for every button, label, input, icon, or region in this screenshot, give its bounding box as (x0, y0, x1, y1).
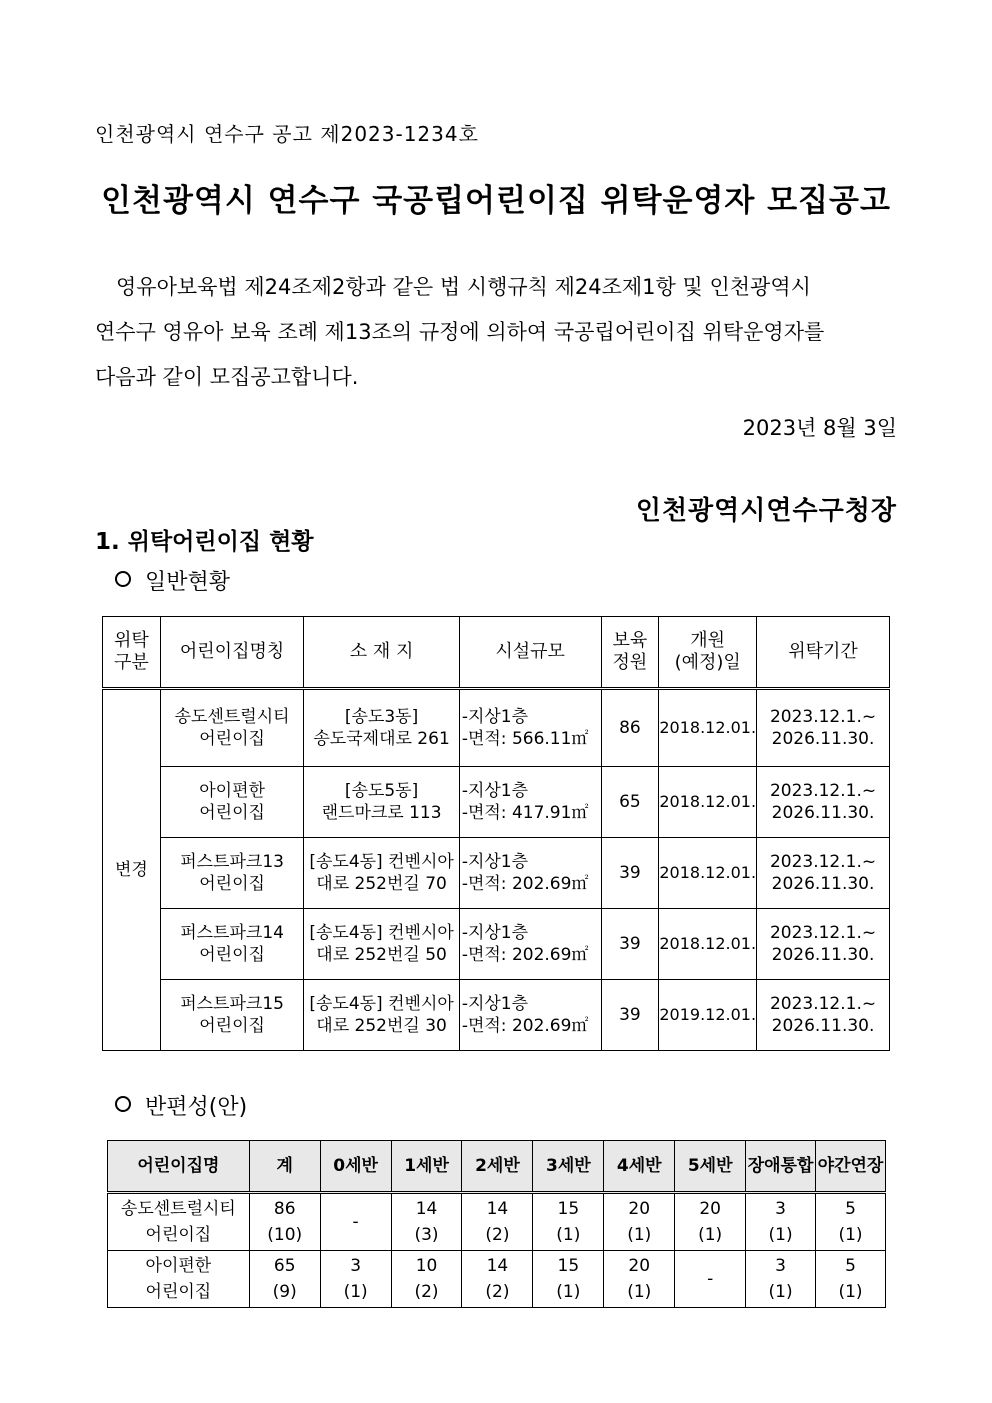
cell-text: (1) (838, 1225, 863, 1245)
cell-text: -면적: 202.69㎡ (461, 945, 589, 965)
facility-scale (459, 767, 601, 838)
cell-text: 어린이집 (199, 874, 265, 894)
cell-text: 3 (350, 1256, 362, 1276)
cell-text: (9) (272, 1282, 297, 1302)
cell-text: -지상1층 (461, 923, 529, 943)
cell-text: -면적: 566.11㎡ (461, 729, 589, 749)
facility-capacity: 86 (601, 689, 659, 767)
column-header: 계 (249, 1141, 320, 1193)
cell-text: 2023.12.1.~ (769, 707, 877, 727)
class-count (604, 1193, 675, 1251)
cell-text: 5 (845, 1199, 856, 1219)
facility-capacity: 39 (601, 980, 659, 1051)
facility-scale (459, 838, 601, 909)
column-header: 3세반 (533, 1141, 604, 1193)
notice-number: 인천광역시 연수구 공고 제2023-1234호 (95, 122, 479, 146)
page-title: 인천광역시 연수구 국공립어린이집 위탁운영자 모집공고 (101, 183, 891, 219)
column-header: 어린이집명 (108, 1141, 250, 1193)
cell-text: 20 (699, 1199, 721, 1219)
facility-address (304, 689, 460, 767)
facility-capacity: 39 (601, 838, 659, 909)
column-header (160, 617, 304, 689)
class-count (746, 1251, 816, 1308)
cell-text: [송도4동] 컨벤시아 (309, 923, 454, 943)
table-row (103, 838, 890, 909)
cell-text: 2026.11.30. (771, 1016, 875, 1036)
cell-text: [송도3동] (344, 707, 419, 727)
table-header-row (108, 1141, 886, 1193)
cell-text: 2023.12.1.~ (769, 781, 877, 801)
class-count (746, 1193, 816, 1251)
cell-text: 개원 (690, 630, 726, 651)
cell-text: 위탁기간 (788, 641, 858, 662)
cell-text: 어린이집 (199, 1016, 265, 1036)
column-header (659, 617, 757, 689)
subsection-label: 일반현황 (145, 570, 231, 595)
facility-capacity: 65 (601, 767, 659, 838)
cell-text: 3 (775, 1256, 786, 1276)
class-count (320, 1193, 391, 1251)
cell-text: 어린이집 (145, 1225, 212, 1245)
table-header-row (103, 617, 890, 689)
facility-address (304, 838, 460, 909)
consignment-period (757, 980, 890, 1051)
consignment-period (757, 689, 890, 767)
cell-text: 시설규모 (495, 641, 565, 662)
column-header (103, 617, 161, 689)
cell-text: - (352, 1212, 359, 1232)
column-header: 야간연장 (816, 1141, 886, 1193)
cell-text: 어린이집명칭 (179, 641, 285, 662)
cell-text: -지상1층 (461, 707, 529, 727)
cell-text: (1) (627, 1225, 652, 1245)
cell-text: [송도5동] (344, 781, 419, 801)
cell-text: (1) (768, 1225, 793, 1245)
cell-text: 65 (273, 1256, 296, 1276)
cell-text: 14 (486, 1199, 509, 1219)
consignment-period (757, 838, 890, 909)
subsection-label: 반편성(안) (145, 1095, 248, 1120)
facility-opening-date: 2018.12.01. (659, 909, 757, 980)
table-body (103, 689, 890, 1051)
class-count (391, 1251, 462, 1308)
facility-address (304, 980, 460, 1051)
facility-table (102, 616, 890, 1051)
subsection-general (115, 565, 230, 596)
cell-text: (1) (556, 1225, 581, 1245)
facility-name (160, 838, 304, 909)
facility-name (160, 689, 304, 767)
class-table (107, 1140, 886, 1308)
cell-text: 보육 (612, 630, 648, 651)
cell-text: -면적: 202.69㎡ (461, 874, 589, 894)
class-count (320, 1251, 391, 1308)
cell-text: (3) (414, 1225, 439, 1245)
class-count (816, 1251, 886, 1308)
daycare-name (108, 1251, 250, 1308)
cell-text: 2023.12.1.~ (769, 994, 877, 1014)
cell-text: 86 (273, 1199, 296, 1219)
daycare-name (108, 1193, 250, 1251)
facility-capacity: 39 (601, 909, 659, 980)
cell-text: 2026.11.30. (771, 945, 875, 965)
cell-text: (1) (838, 1282, 863, 1302)
section-title: 1. 위탁어린이집 현황 (95, 529, 314, 555)
table-row (103, 689, 890, 767)
cell-text: - (707, 1269, 714, 1289)
class-count (604, 1251, 675, 1308)
cell-text: 15 (557, 1256, 580, 1276)
cell-text: 아이편한 (145, 1256, 212, 1276)
cell-text: 어린이집 (145, 1282, 212, 1302)
class-count (462, 1193, 533, 1251)
cell-text: 10 (415, 1256, 438, 1276)
cell-text: 랜드마크로 113 (321, 803, 442, 823)
cell-text: 어린이집 (199, 803, 265, 823)
cell-text: 5 (845, 1256, 856, 1276)
cell-text: (1) (627, 1282, 652, 1302)
facility-opening-date: 2018.12.01. (659, 838, 757, 909)
class-count (533, 1251, 604, 1308)
body-line: 영유아보육법 제24조제2항과 같은 법 시행규칙 제24조제1항 및 인천광역시 (116, 275, 811, 299)
class-count (249, 1193, 320, 1251)
facility-opening-date: 2018.12.01. (659, 689, 757, 767)
facility-name (160, 767, 304, 838)
facility-name (160, 980, 304, 1051)
column-header (459, 617, 601, 689)
subsection-class (115, 1090, 247, 1121)
cell-text: 3 (775, 1199, 786, 1219)
consignment-period (757, 909, 890, 980)
cell-text: -면적: 202.69㎡ (461, 1016, 589, 1036)
cell-text: 구분 (114, 652, 149, 673)
class-count (675, 1193, 746, 1251)
cell-text: (2) (485, 1282, 510, 1302)
cell-text: 20 (628, 1256, 651, 1276)
cell-text: (1) (343, 1282, 368, 1302)
facility-address (304, 767, 460, 838)
signer: 인천광역시연수구청장 (635, 496, 897, 526)
cell-text: -지상1층 (461, 852, 529, 872)
facility-scale (459, 689, 601, 767)
column-header: 2세반 (462, 1141, 533, 1193)
body-line: 연수구 영유아 보육 조례 제13조의 규정에 의하여 국공립어린이집 위탁운영자를 (95, 320, 825, 344)
notice-date: 2023년 8월 3일 (742, 416, 897, 440)
table-row (103, 980, 890, 1051)
class-count (249, 1251, 320, 1308)
cell-text: 송도센트럴시티 (174, 707, 290, 727)
cell-text: [송도4동] 컨벤시아 (309, 994, 454, 1014)
consignment-period (757, 767, 890, 838)
cell-text: -지상1층 (461, 994, 529, 1014)
cell-text: (1) (698, 1225, 723, 1245)
table-row (108, 1251, 886, 1308)
cell-text: 2026.11.30. (771, 803, 875, 823)
column-header (304, 617, 460, 689)
cell-text: 대로 252번길 30 (316, 1016, 447, 1036)
cell-text: 대로 252번길 70 (316, 874, 447, 894)
cell-text: 14 (415, 1199, 438, 1219)
cell-text: 소 재 지 (349, 641, 414, 662)
cell-text: (2) (485, 1225, 510, 1245)
cell-text: -지상1층 (461, 781, 529, 801)
cell-text: 어린이집 (199, 945, 265, 965)
cell-text: 송도센트럴시티 (120, 1199, 236, 1219)
cell-text: 15 (557, 1199, 580, 1219)
cell-text: (예정)일 (674, 652, 741, 673)
facility-opening-date: 2018.12.01. (659, 767, 757, 838)
group-label: 변경 (103, 689, 161, 1051)
table-row (103, 909, 890, 980)
class-count (675, 1251, 746, 1308)
circle-bullet-icon (115, 1096, 131, 1112)
cell-text: 송도국제대로 261 (313, 729, 450, 749)
circle-bullet-icon (115, 571, 131, 587)
column-header: 4세반 (604, 1141, 675, 1193)
class-count (533, 1193, 604, 1251)
column-header: 0세반 (320, 1141, 391, 1193)
cell-text: 2023.12.1.~ (769, 852, 877, 872)
table-row (108, 1193, 886, 1251)
cell-text: [송도4동] 컨벤시아 (309, 852, 454, 872)
class-count (816, 1193, 886, 1251)
class-count (391, 1193, 462, 1251)
column-header (757, 617, 890, 689)
cell-text: 14 (486, 1256, 509, 1276)
facility-scale (459, 909, 601, 980)
facility-name (160, 909, 304, 980)
column-header: 장애통합 (746, 1141, 816, 1193)
cell-text: 20 (628, 1199, 651, 1219)
body-line: 다음과 같이 모집공고합니다. (95, 365, 359, 389)
column-header: 1세반 (391, 1141, 462, 1193)
cell-text: 퍼스트파크15 (180, 994, 284, 1014)
cell-text: (10) (267, 1225, 303, 1245)
cell-text: -면적: 417.91㎡ (461, 803, 589, 823)
body-paragraph (95, 265, 897, 400)
class-count (462, 1251, 533, 1308)
cell-text: 퍼스트파크14 (180, 923, 284, 943)
facility-address (304, 909, 460, 980)
cell-text: 대로 252번길 50 (316, 945, 447, 965)
cell-text: 위탁 (114, 630, 149, 651)
column-header (601, 617, 659, 689)
cell-text: 2023.12.1.~ (769, 923, 877, 943)
cell-text: (1) (556, 1282, 581, 1302)
table-row (103, 767, 890, 838)
column-header: 5세반 (675, 1141, 746, 1193)
cell-text: 정원 (612, 652, 648, 673)
cell-text: 2026.11.30. (771, 874, 875, 894)
cell-text: 아이편한 (199, 781, 265, 801)
cell-text: 어린이집 (199, 729, 265, 749)
cell-text: (2) (414, 1282, 439, 1302)
table-body (108, 1193, 886, 1308)
cell-text: 퍼스트파크13 (180, 852, 284, 872)
cell-text: 2026.11.30. (771, 729, 875, 749)
cell-text: (1) (768, 1282, 793, 1302)
facility-opening-date: 2019.12.01. (659, 980, 757, 1051)
facility-scale (459, 980, 601, 1051)
